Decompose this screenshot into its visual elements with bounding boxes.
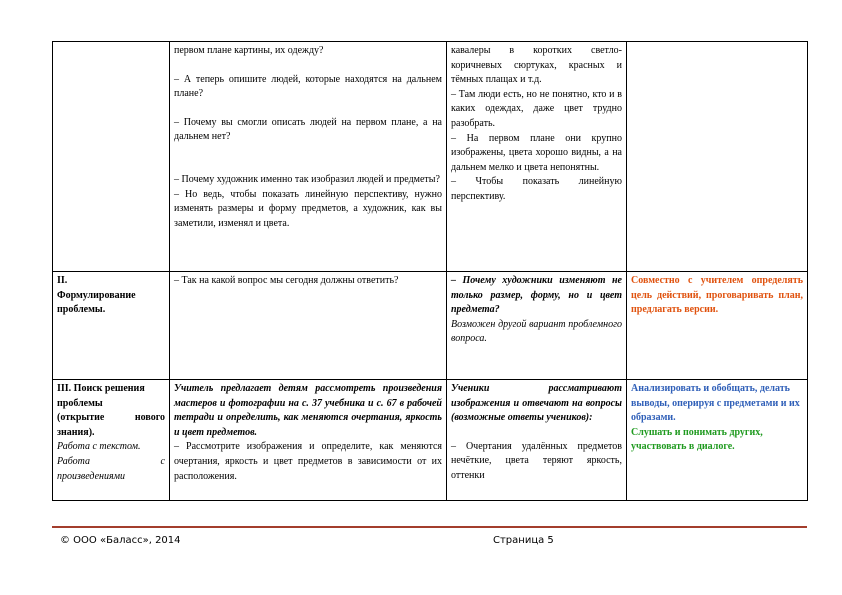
teacher-line: – А теперь опишите людей, которые находятся на дальнем плане? bbox=[174, 73, 442, 100]
table-row bbox=[53, 380, 808, 501]
students-line: – На первом плане они крупно изображены, цвета хорошо видны, а на дальнем мелко и цвета непонятны. bbox=[451, 132, 622, 173]
teacher-line: – Почему вы смогли описать людей на первом плане, а на дальнем нет? bbox=[174, 116, 442, 143]
teacher-cell bbox=[170, 380, 447, 501]
table-row bbox=[53, 42, 808, 272]
footer-divider bbox=[52, 526, 807, 528]
students-line: – Очертания удалённых предметов нечёткие, цвета теряют яркость, оттенки bbox=[451, 440, 622, 481]
lesson-table bbox=[52, 41, 808, 501]
students-cell bbox=[447, 42, 627, 272]
stage-work: Работа с текстом. bbox=[57, 441, 141, 453]
teacher-cell bbox=[170, 272, 447, 380]
teacher-cell bbox=[170, 42, 447, 272]
uud-cell bbox=[627, 272, 808, 380]
table-row bbox=[53, 272, 808, 380]
students-line: – Почему художники изменяют не только размер, форму, но и цвет предмета? bbox=[451, 275, 622, 316]
students-note: Возможен другой вариант проблемного вопроса. bbox=[451, 318, 622, 345]
footer-copyright: © ООО «Баласс», 2014 bbox=[60, 535, 181, 546]
teacher-line: Учитель предлагает детям рассмотреть произведения мастеров и фотографии на с. 37 учебника и с. 67 в рабочей тетради и определить, как меняются очертания, яркость и цвет предметов. bbox=[174, 383, 442, 438]
students-cell bbox=[447, 380, 627, 501]
students-line: Ученики рассматривают изображения и отвечают на вопросы (возможные ответы учеников): bbox=[451, 383, 622, 424]
stage-name: Формулирование проблемы. bbox=[57, 289, 136, 316]
stage-title: III. Поиск решения проблемы bbox=[57, 383, 145, 409]
uud-regulative: Совместно с учителем определять цель действий, проговаривать план, предлагать версии. bbox=[631, 275, 803, 316]
teacher-line: первом плане картины, их одежду? bbox=[174, 45, 324, 56]
uud-communicative: Слушать и понимать других, участвовать в диалоге. bbox=[631, 426, 763, 453]
teacher-line: – Почему художник именно так изобразил людей и предметы? bbox=[174, 173, 440, 185]
stage-cell bbox=[53, 380, 170, 501]
students-line: – Там люди есть, но не понятно, кто и в каких одеждах, даже цвет трудно разобрать. bbox=[451, 88, 622, 129]
footer-page-number: Страница 5 bbox=[493, 535, 554, 546]
students-line: кавалеры в коротких светло-коричневых сюртуках, красных и тёмных плащах и т.д. bbox=[451, 45, 622, 86]
uud-cell bbox=[627, 380, 808, 501]
teacher-line: – Но ведь, чтобы показать линейную перспективу, нужно изменять размеры и форму предметов, а художник, как вы заметили, изменял и цвета. bbox=[174, 188, 442, 229]
teacher-line: – Рассмотрите изображения и определите, как меняются очертания, яркость и цвет предметов в зависимости от их расположения. bbox=[174, 441, 442, 482]
students-cell bbox=[447, 272, 627, 380]
stage-title: II. bbox=[57, 275, 68, 286]
teacher-line: – Так на какой вопрос мы сегодня должны ответить? bbox=[174, 275, 399, 286]
stage-cell bbox=[53, 272, 170, 380]
uud-cell bbox=[627, 42, 808, 272]
uud-cognitive: Анализировать и обобщать, делать выводы, оперируя с предметами и их образами. bbox=[631, 383, 800, 424]
stage-work: Работа с произведениями bbox=[57, 455, 165, 482]
students-line: – Чтобы показать линейную перспективу. bbox=[451, 176, 622, 202]
stage-cell bbox=[53, 42, 170, 272]
stage-sub: (открытие нового знания). bbox=[57, 412, 165, 438]
